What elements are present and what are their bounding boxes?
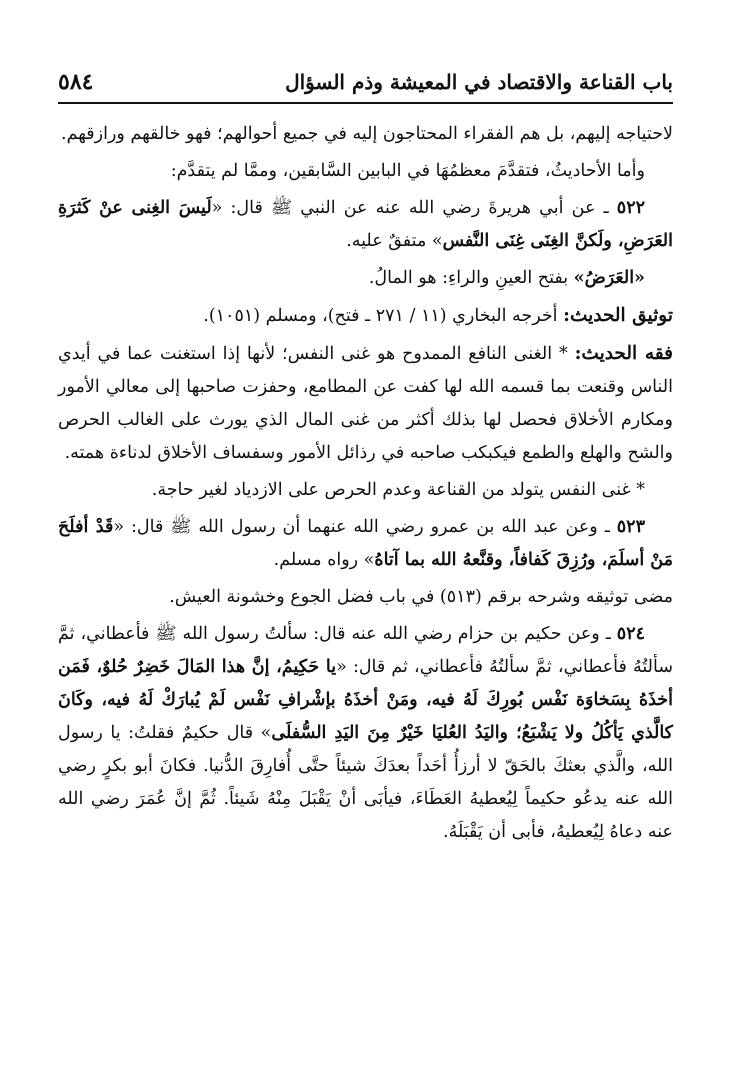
chapter-title: باب القناعة والاقتصاد في المعيشة وذم السؤال: [285, 70, 673, 94]
fiqh: [58, 337, 673, 470]
fiqh-text: * الغنى النافع الممدوح هو غنى النفس؛ لأنها إذا استغنت عما في أيدي الناس وقنعت بما قسمه الله لها كفت عن المطامع، وحفزت صاحبها إلى معالي الأمور ومكارم الأخلاق فحصل لها بذلك أكثر من غنى المال الذي يورث على الغالب الحرص والشح والهلع والطمع فيكبكب صاحبه في رذائل الأمور وسفساف الأخلاق لدناءة همته.: [58, 344, 673, 463]
bullet-point: * غنى النفس يتولد من القناعة وعدم الحرص على الازدياد لغير حاجة.: [151, 480, 645, 500]
cross-reference: مضى توثيقه وشرحه برقم (٥١٣) في باب فضل الجوع وخشونة العيش.: [169, 587, 673, 607]
hadith-text: يا حَكِيمُ، إنَّ هذا المَالَ خَضِرٌ حُلوٌ، فَمَن أخذَهُ بِسَخاوَة نَفْس بُورِكَ لَهُ فيه، ومَنْ أخذَهُ بإشْرافِ نَفْس لَمْ يُبارَكْ لَهُ فيه، وكَانَ كالَّذي يَأكُلُ ولا يَشْبَعُ؛ واليَدُ العُليَا خَيْرٌ مِنَ اليَدِ السُّفلَى: [58, 657, 673, 743]
hadith-524: [58, 618, 673, 849]
hadith-tail: » متفقٌ عليه.: [346, 231, 443, 251]
page-header: [58, 62, 673, 104]
tawthiq: [58, 299, 673, 333]
page-body: [58, 118, 673, 853]
hadith-intro: ـ عن أبي هريرةَ رضي الله عنه عن النبي ﷺ قال: «: [211, 198, 617, 218]
hadith-522: [58, 192, 673, 258]
hadith-tail: » رواه مسلم.: [273, 550, 375, 570]
paragraph-continuation: لاحتياجه إليهم، بل هم الفقراء المحتاجون إليه في جميع أحوالهم؛ فهو خالقهم ورازقهم.: [61, 124, 673, 144]
page-number: ٥٨٤: [58, 69, 94, 95]
tawthiq-text: أخرجه البخاري (١١ / ٢٧١ ـ فتح)، ومسلم (١٠٥١).: [203, 306, 564, 326]
paragraph-intro: وأما الأحاديثُ، فتقدَّمَ معظمُهَا في البابين السَّابقين، وممَّا لم يتقدَّم:: [170, 161, 645, 181]
hadith-intro: ـ وعن عبد الله بن عمرو رضي الله عنهما أن رسول الله ﷺ قال: «: [113, 517, 617, 537]
hadith-523: [58, 511, 673, 577]
gloss: [58, 262, 673, 295]
hadith-number: ٥٢٢: [616, 198, 645, 218]
hadith-number: ٥٢٣: [616, 517, 645, 537]
hadith-intro: ـ وعن حكيم بن حزام رضي الله عنه قال: سألتُ رسول الله ﷺ فأعطاني، ثمَّ سألتُهُ فأعطاني، ثمَّ سألتُهُ فأعطاني، ثم قال: «: [58, 624, 673, 677]
tawthiq-label: توثيق الحديث:: [563, 305, 673, 326]
hadith-number: ٥٢٤: [616, 624, 645, 644]
gloss-word: «العَرَضُ»: [573, 268, 645, 288]
fiqh-label: فقه الحديث:: [574, 343, 673, 364]
hadith-text: قَدْ أفلَحَ مَنْ أسلَمَ، ورُزِقَ كَفافاً، وقنَّعهُ الله بما آتاهُ: [58, 517, 673, 570]
hadith-text: لَيسَ الغِنى عنْ كَثرَةِ العَرَضِ، ولَكنَّ الغِنَى غِنَى النَّفس: [58, 198, 673, 251]
hadith-tail: » قال حكيمٌ فقلتُ: يا رسول الله، والَّذي بعثكَ بالحَقّ لا أرزأُ أحَداً بعدَكَ شيئاً حتَّى أُفارِقَ الدُّنيا. فكانَ أبو بكرٍ رضي الله عنه يدعُو حكيماً لِيُعطيهُ العَطَاءَ، فيأبَى أنْ يَقْبَلَ مِنْهُ شَيئاً. ثُمَّ إنَّ عُمَرَ رضي الله عنه دعاهُ لِيُعطيهُ، فأبى أن يَقْبَلَهُ.: [58, 723, 673, 842]
gloss-text: بفتح العينِ والراءِ: هو المالُ.: [368, 268, 574, 288]
